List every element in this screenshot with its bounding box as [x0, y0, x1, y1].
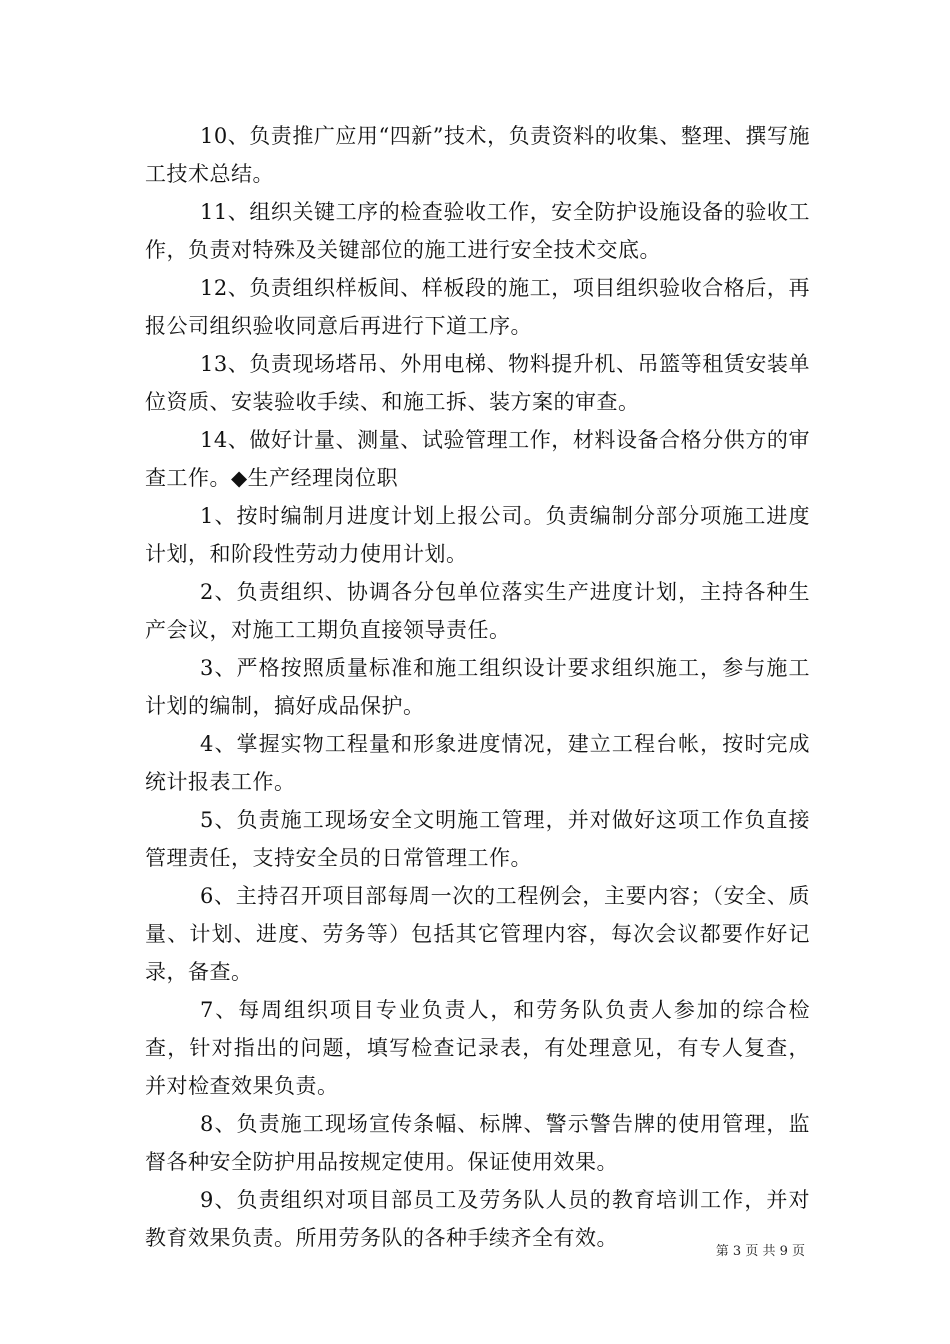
- paragraph-12: 12、负责组织样板间、样板段的施工，项目组织验收合格后，再报公司组织验收同意后再进行下道工序。: [145, 276, 810, 338]
- paragraph-11: 11、组织关键工序的检查验收工作，安全防护设施设备的验收工作，负责对特殊及关键部位的施工进行安全技术交底。: [145, 200, 810, 262]
- paragraph-14: 14、做好计量、测量、试验管理工作，材料设备合格分供方的审查工作。◆生产经理岗位职: [145, 428, 810, 490]
- document-body: [145, 117, 810, 1257]
- paragraph-3: 3、严格按照质量标准和施工组织设计要求组织施工，参与施工计划的编制，搞好成品保护。: [145, 656, 810, 718]
- paragraph-4: 4、掌握实物工程量和形象进度情况，建立工程台帐，按时完成统计报表工作。: [145, 732, 810, 794]
- page-number-footer: 第 3 页 共 9 页: [715, 1244, 805, 1259]
- paragraph-1: 1、按时编制月进度计划上报公司。负责编制分部分项施工进度计划，和阶段性劳动力使用计划。: [145, 504, 810, 566]
- paragraph-7: 7、每周组织项目专业负责人，和劳务队负责人参加的综合检查，针对指出的问题，填写检查记录表，有处理意见，有专人复查，并对检查效果负责。: [145, 998, 810, 1098]
- paragraph-13: 13、负责现场塔吊、外用电梯、物料提升机、吊篮等租赁安装单位资质、安装验收手续、和施工拆、装方案的审查。: [145, 352, 810, 414]
- paragraph-2: 2、负责组织、协调各分包单位落实生产进度计划，主持各种生产会议，对施工工期负直接领导责任。: [145, 580, 810, 642]
- paragraph-9: 9、负责组织对项目部员工及劳务队人员的教育培训工作，并对教育效果负责。所用劳务队的各种手续齐全有效。: [145, 1188, 810, 1250]
- paragraph-8: 8、负责施工现场宣传条幅、标牌、警示警告牌的使用管理，监督各种安全防护用品按规定使用。保证使用效果。: [145, 1112, 810, 1174]
- paragraph-5: 5、负责施工现场安全文明施工管理，并对做好这项工作负直接管理责任，支持安全员的日常管理工作。: [145, 808, 810, 870]
- paragraph-6: 6、主持召开项目部每周一次的工程例会，主要内容；（安全、质量、计划、进度、劳务等）包括其它管理内容，每次会议都要作好记录，备查。: [145, 884, 810, 984]
- paragraph-10: 10、负责推广应用“四新”技术，负责资料的收集、整理、撰写施工技术总结。: [145, 124, 810, 186]
